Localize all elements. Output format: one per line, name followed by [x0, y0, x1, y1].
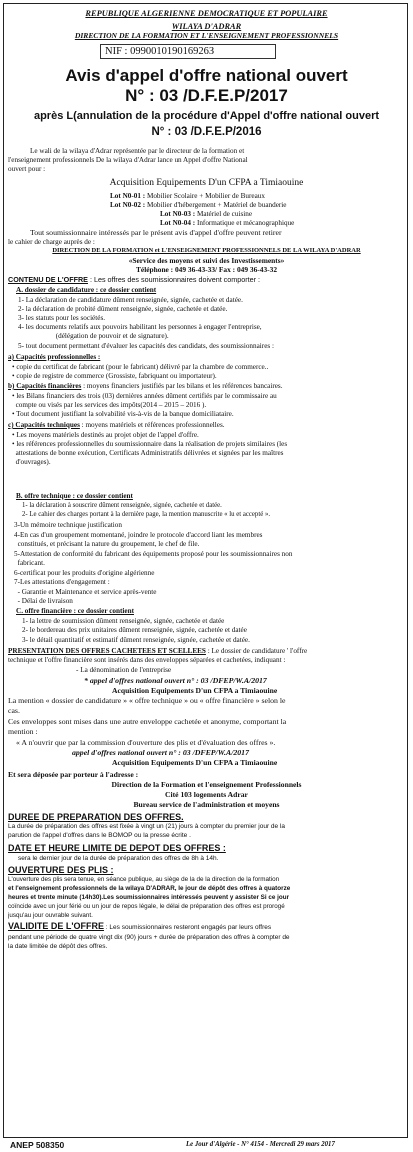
ouverture-line: et l'enseignement professionnels de la wilaya D'ADRAR, le jour de dépôt des offres à quatorze [8, 885, 291, 892]
capacites-tech-item: attestations de bonne exécution, Certificats Administratifs délivrées et signées par les maîtres [12, 449, 284, 457]
technique-item: 3-Un mémoire technique justification [14, 521, 122, 529]
contenu-heading: CONTENU DE L'OFFRE : Les offres des soumissionnaires doivent comporter : [8, 276, 261, 284]
validite-line: la date limitée de dépôt des offres. [8, 943, 108, 950]
journal-reference: Le Jour d'Algérie - N° 4154 - Mercredi 29 mars 2017 [186, 1141, 335, 1148]
validite-line: pendant une période de quatre vingt dix (90) jours + durée de préparation des offres à compter de [8, 934, 290, 941]
candidature-heading: A. dossier de candidature : ce dossier contient [16, 286, 157, 294]
presentation-line: appel d'offres national ouvert n° : 03 /DFEP/W.A/2017 [72, 749, 249, 757]
date-limite-heading: DATE ET HEURE LIMITE DE DEPOT DES OFFRES : [8, 843, 226, 853]
notice-number: N° : 03 /D.F.E.P/2017 [125, 86, 288, 105]
notice-title: Avis d'appel d'offre national ouvert [65, 66, 348, 85]
presentation-line: Ces enveloppes sont mises dans une autre enveloppe cachetée et anonyme, comportant la [8, 718, 287, 726]
presentation-line: - La dénomination de l'entreprise [76, 666, 172, 674]
retrieve-line: Tout soumissionnaire intéressés par le présent avis d'appel d'offre peuvent retirer [30, 229, 282, 237]
duree-heading: DUREE DE PREPARATION DES OFFRES. [8, 812, 184, 822]
technique-item: 2- Le cahier des charges portant à la dernière page, la mention manuscrite « lu et accepté ». [22, 511, 271, 518]
presentation-line: Acquisition Equipements D'un CFPA a Timiaouine [112, 687, 278, 695]
technique-heading: B. offre technique : ce dossier contient [16, 492, 133, 500]
anep-reference: ANEP 508350 [10, 1140, 65, 1150]
intro-line: l'enseignement professionnels De la wilaya d'Adrar lance un Appel d'offre National [8, 156, 248, 164]
intro-line: ouvert pour : [8, 165, 46, 173]
republic-heading: REPUBLIQUE ALGERIENNE DEMOCRATIQUE ET POPULAIRE [85, 9, 328, 18]
capacites-tech-item: • les références professionnelles du soumissionnaire dans la réalisation de projets similaires (les [12, 440, 288, 448]
technique-item: - Délai de livraison [14, 597, 73, 605]
retrieve-line: le cahier de charge auprès de : [8, 238, 95, 246]
ouverture-line: L'ouverture des plis sera tenue, en séance publique, au siège de la de la direction de la formation [8, 876, 280, 883]
technique-item: fabricant. [14, 559, 45, 567]
depot-heading: Et sera déposée par porteur à l'adresse : [8, 771, 139, 779]
presentation-line: technique et l'offre financière sont insérés dans des enveloppes séparées et cachetées, indiquant : [8, 656, 286, 664]
lot-item: Lot N0-01 : Mobilier Scolaire + Mobilier de Bureaux [110, 192, 265, 200]
intro-line: Le wali de la wilaya d'Adrar représentée par le directeur de la formation et [30, 147, 245, 155]
candidature-item: 3- les statuts pour les sociétés. [18, 314, 106, 322]
technique-item: 6-certificat pour les produits d'origine algérienne [14, 569, 155, 577]
presentation-line: La mention « dossier de candidature » « offre technique » ou « offre financière » selon le [8, 697, 286, 705]
capacites-pro-item: • copie du certificat de fabricant (pour le fabricant) délivré par la chambre de commerce.. [12, 363, 269, 371]
nif-box: NIF : 099001019016926З [100, 44, 276, 59]
presentation-line: mention : [8, 728, 38, 736]
capacites-tech-heading: c) Capacités techniques : moyens matériels et références professionnelles. [8, 421, 225, 429]
candidature-item: 4- les documents relatifs aux pouvoirs habilitant les personnes à engager l'entreprise, [18, 323, 262, 331]
direction-heading: DIRECTION DE LA FORMATION ET L'ENSEIGNEMENT PROFESSIONNELS [74, 31, 339, 40]
capacites-fin-heading: b) Capacités financières : moyens financiers justifiés par les bilans et les références bancaires. [8, 382, 283, 390]
capacites-fin-item: compte ou visés par les services des impôts(2014 – 2015 – 2016 ). [12, 401, 207, 409]
lot-item: Lot N0-04 : Informatique et mécanographique [160, 219, 295, 227]
depot-line: Bureau service de l'administration et moyens [133, 801, 280, 809]
ouverture-line: heures et trente minute (14h30).Les soumissionnaires intéressés peuvent y assister Si ce jour [8, 894, 290, 901]
capacites-pro-heading: a) Capacités professionnelles : [8, 353, 101, 361]
technique-item: 5-Attestation de conformité du fabricant des équipements proposé pour les soumissionnaires non [14, 550, 293, 558]
depot-line: Direction de la Formation et l'enseignement Professionnels [111, 781, 302, 789]
presentation-heading: PRESENTATION DES OFFRES CACHETEES ET SCELLEES : Le dossier de candidature ' l'offre [8, 647, 308, 655]
financiere-item: 3- le détail quantitatif et estimatif dûment renseignée, signée, cachetée et datée. [22, 636, 250, 644]
presentation-line: cas. [8, 707, 20, 715]
financiere-item: 1- la lettre de soumission dûment renseignée, signée, cachetée et datée [22, 617, 225, 625]
capacites-tech-item: • Les moyens matériels destinés au projet objet de l'appel d'offre. [12, 431, 199, 439]
capacites-fin-item: • les Bilans financiers des trois (03) dernières années dûment certifiés par le commissaire au [12, 392, 277, 400]
ouverture-heading: OUVERTURE DES PLIS : [8, 865, 114, 875]
ouverture-line: jusqu'au jour ouvrable suivant. [8, 912, 93, 919]
financiere-heading: C. offre financière : ce dossier contient [16, 607, 134, 615]
financiere-item: 2- le bordereau des prix unitaires dûment renseignée, signée, cachetée et datée [22, 626, 247, 634]
presentation-line: * appel d'offres national ouvert n° : 03 /DFEP/W.A/2017 [84, 677, 267, 685]
capacites-pro-item: • copie de registre de commerce (Grossiste, fabriquant ou importateur). [12, 372, 217, 380]
annulation-subtitle: après L(annulation de la procédure d'Appel d'offre national ouvert [33, 110, 380, 122]
annulation-number: N° : 03 /D.F.E.P/2016 [151, 126, 262, 138]
lot-item: Lot N0-02 : Mobilier d'hébergement + Matériel de buanderie [110, 201, 287, 209]
service-unit: «Service des moyens et suivi des Investissements» [128, 256, 285, 265]
duree-line: La durée de préparation des offres est fixée à vingt un (21) jours à compter du premier jour de la [8, 823, 286, 830]
presentation-line: Acquisition Equipements D'un CFPA a Timiaouine [112, 759, 278, 767]
wilaya-heading: WILAYA D'ADRAR [171, 22, 242, 31]
duree-line: parution de l'appel d'offres dans le BOMOP ou la presse écrite . [8, 832, 191, 839]
candidature-item: 1- La déclaration de candidature dûment renseignée, signée, cachetée et datée. [18, 296, 243, 304]
candidature-item: 2- la déclaration de probité dûment renseignée, signée, cachetée et datée. [18, 305, 228, 313]
lot-item: Lot N0-03 : Matériel de cuisine [160, 210, 253, 218]
depot-line: Cité 103 logements Adrar [165, 791, 248, 799]
capacites-tech-item: d'ouvrages). [12, 458, 51, 466]
technique-item: 1- la déclaration à souscrire dûment renseignée, signée, cachetée et datée. [22, 502, 222, 509]
validite-heading: VALIDITE DE L'OFFRE : Les soumissionnaires resteront engagés par leurs offres [8, 922, 272, 931]
service-phone: Téléphone : 049 36-43-33/ Fax : 049 36-43-32 [135, 265, 278, 274]
presentation-line: « A n'ouvrir que par la commission d'ouverture des plis et d'évaluation des offres ». [16, 739, 276, 747]
acquisition-title: Acquisition Equipements D'un CFPA a Timiaouine [109, 178, 304, 188]
technique-item: - Garantie et Maintenance et service après-vente [14, 588, 157, 596]
technique-item: 4-En cas d'un groupement momentané, joindre le protocole d'accord liant les membres [14, 531, 263, 539]
technique-item: constitués, et précisant la nature du groupement, le chef de file. [14, 540, 200, 548]
candidature-item: (délégation de pouvoir et de signature). [18, 332, 169, 340]
service-direction: DIRECTION DE LA FORMATION et L'ENSEIGNEMENT PROFESSIONNELS DE LA WILAYA D'ADRAR [52, 247, 361, 254]
candidature-item: 5- tout document permettant d'évaluer les capacités des candidats, des soumissionnaires : [18, 342, 274, 350]
date-limite-line: sera le dernier jour de la durée de préparation des offres de 8h à 14h. [18, 855, 219, 862]
technique-item: 7-Les attestations d'engagement : [14, 578, 110, 586]
ouverture-line: coïncide avec un jour férié ou un jour de repos légale, le délai de préparation des offres est prorogé [8, 903, 285, 910]
capacites-fin-item: • Tout document justifiant la solvabilité vis-à-vis de la banque domiciliataire. [12, 410, 234, 418]
